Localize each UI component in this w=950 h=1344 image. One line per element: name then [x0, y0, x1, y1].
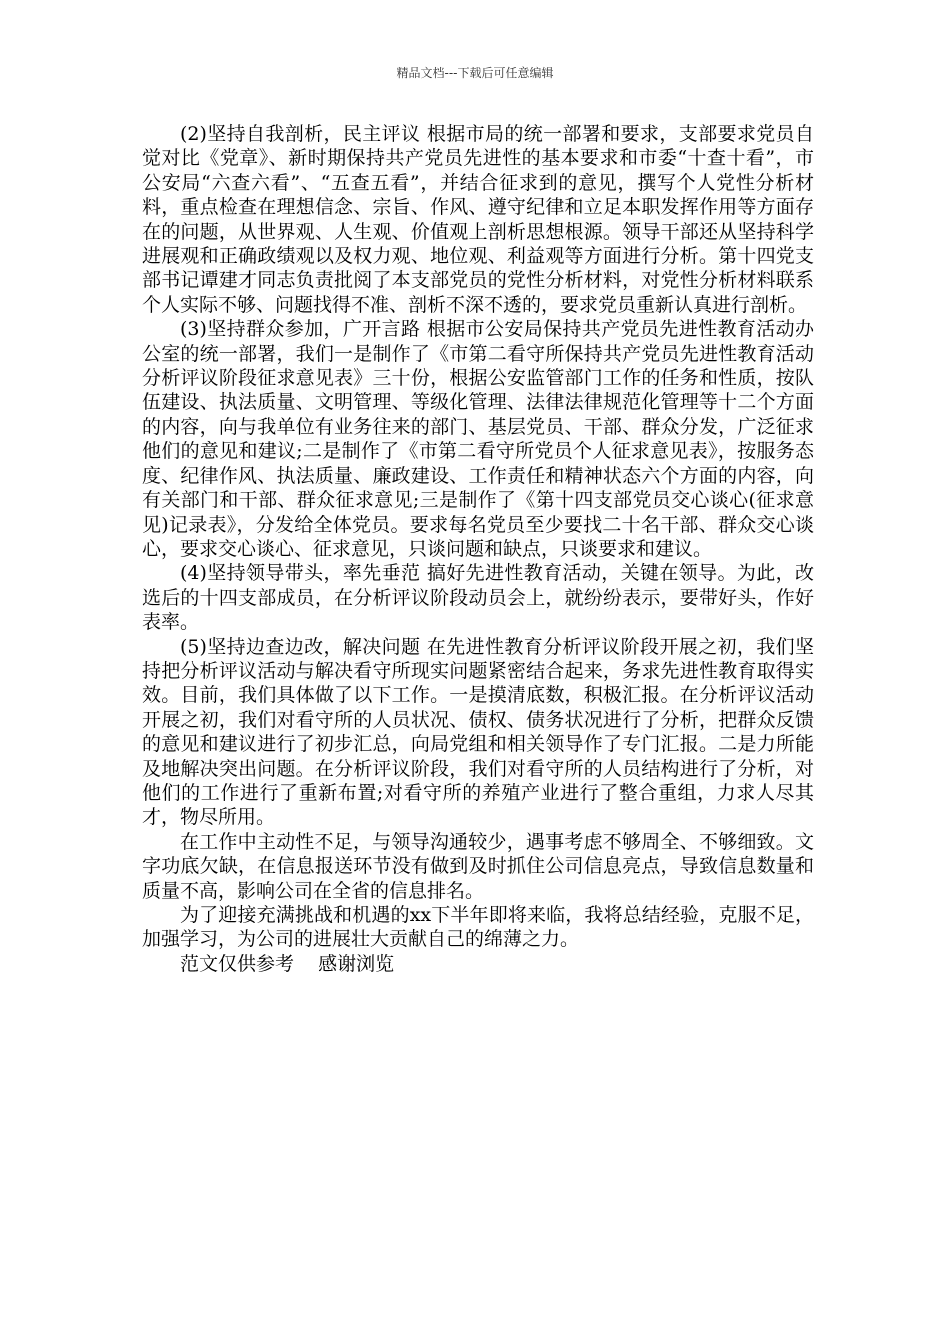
closing-note: 范文仅供参考 感谢浏览 [180, 952, 395, 975]
paragraph-mass-participation: (3)坚持群众参加，广开言路 根据市公安局保持共产党员先进性教育活动办公室的统一部署，我们一是制作了《市第二看守所保持共产党员先进性教育活动分析评议阶段征求意见表》三十份，根据公安监管部门工作的任务和性质，按队伍建设、执法质量、文明管理、等级化管理、法律法律规范化管理等十二个方面的内容，向与我单位有业务往来的部门、基层党员、干部、群众分发，广泛征求他们的意见和建议;二是制作了《市第二看守所党员个人征求意见表》，按服务态度、纪律作风、执法质量、廉政建设、工作责任和精神状态六个方面的内容，向有关部门和干部、群众征求意见;三是制作了《第十四支部党员交心谈心(征求意见)记录表》，分发给全体党员。要求每名党员至少要找二十名干部、群众交心谈心，要求交心谈心、征求意见，只谈问题和缺点，只谈要求和建议。 [142, 318, 814, 560]
paragraph-rectification: (5)坚持边查边改，解决问题 在先进性教育分析评议阶段开展之初，我们坚持把分析评议活动与解决看守所现实问题紧密结合起来，务求先进性教育取得实效。目前，我们具体做了以下工作。一是摸清底数，积极汇报。在分析评议活动开展之初，我们对看守所的人员状况、债权、债务状况进行了分析，把群众反馈的意见和建议进行了初步汇总，向局党组和相关领导作了专门汇报。二是力所能及地解决突出问题。在分析评议阶段，我们对看守所的人员结构进行了分析，对他们的工作进行了重新布置;对看守所的养殖产业进行了整合重组，力求人尽其才，物尽所用。 [142, 635, 814, 829]
paragraph-leadership: (4)坚持领导带头，率先垂范 搞好先进性教育活动，关键在领导。为此，改选后的十四支部成员，在分析评议阶段动员会上，就纷纷表示，要带好头，作好表率。 [142, 562, 814, 634]
paragraph-shortcomings: 在工作中主动性不足，与领导沟通较少，遇事考虑不够周全、不够细致。文字功底欠缺，在信息报送环节没有做到及时抓住公司信息亮点，导致信息数量和质量不高，影响公司在全省的信息排名。 [142, 830, 814, 902]
paragraph-outlook: 为了迎接充满挑战和机遇的xx下半年即将来临，我将总结经验，克服不足，加强学习，为公司的进展壮大贡献自己的绵薄之力。 [142, 904, 814, 951]
document-body [142, 122, 814, 976]
page-header: 精品文档---下载后可任意编辑 [396, 66, 554, 80]
paragraph-self-analysis: (2)坚持自我剖析，民主评议 根据市局的统一部署和要求，支部要求党员自觉对比《党章》、新时期保持共产党员先进性的基本要求和市委“十查十看”，市公安局“六查六看”、“五查五看”，并结合征求到的意见，撰写个人党性分析材料，重点检查在理想信念、宗旨、作风、遵守纪律和立足本职发挥作用等方面存在的问题，从世界观、人生观、价值观上剖析思想根源。领导干部还从坚持科学进展观和正确政绩观以及权力观、地位观、利益观等方面进行分析。第十四党支部书记谭建才同志负责批阅了本支部党员的党性分析材料，对党性分析材料联系个人实际不够、问题找得不准、剖析不深不透的，要求党员重新认真进行剖析。 [142, 123, 814, 316]
